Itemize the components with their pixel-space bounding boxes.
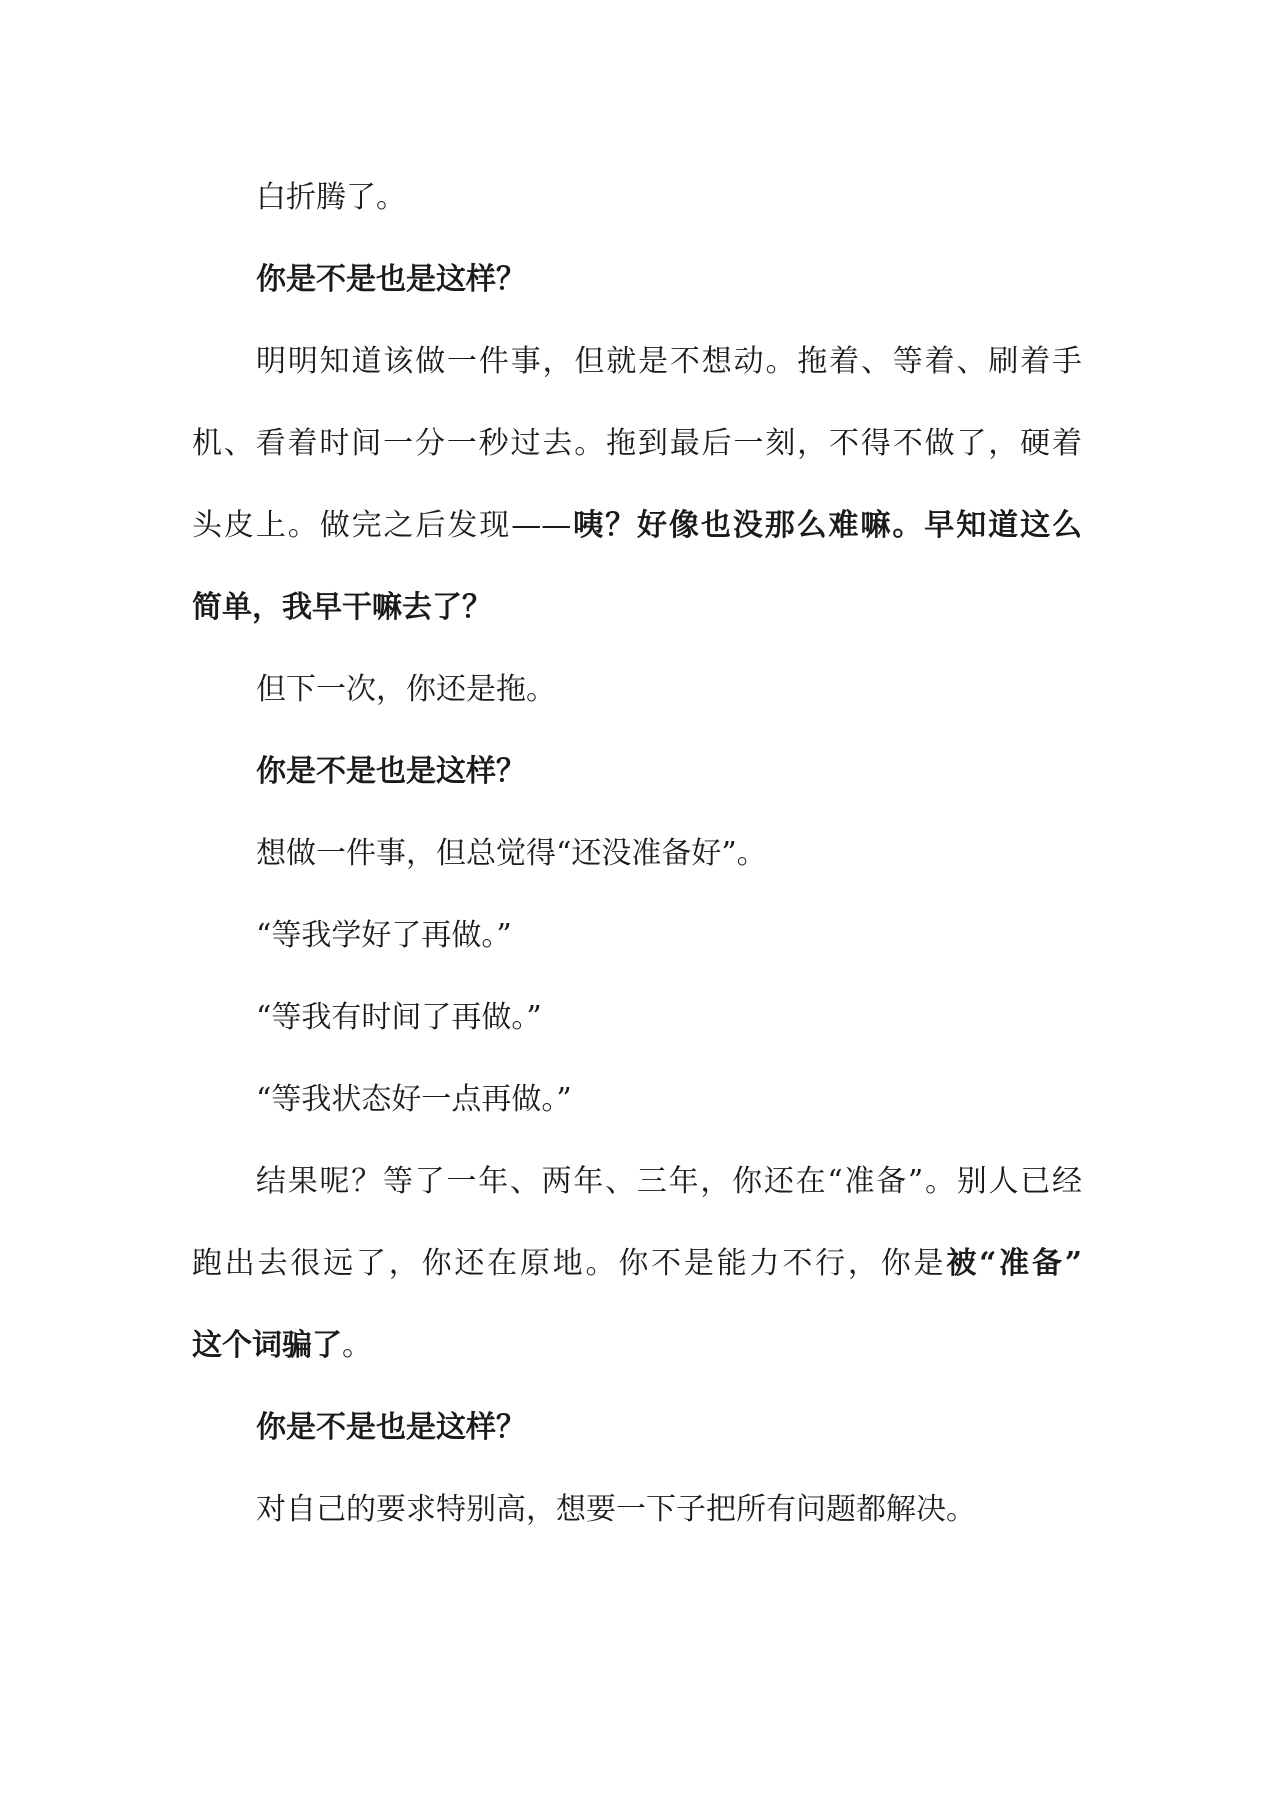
- emphasis-text: 被“准备”: [946, 1246, 1083, 1281]
- text: 但下一次，你还是拖。: [256, 672, 556, 707]
- text: 你是不是也是这样？: [256, 754, 526, 789]
- paragraph-line: [192, 1490, 1146, 1530]
- paragraph-line: [192, 1162, 1082, 1202]
- text: 结果呢？等了一年、两年、三年，你还在“准备”。别人已经: [256, 1164, 1082, 1199]
- paragraph-line: [192, 178, 1146, 218]
- text: 明明知道该做一件事，但就是不想动。拖着、等着、刷着手: [256, 344, 1082, 379]
- text: 你是不是也是这样？: [256, 1410, 526, 1445]
- paragraph-line: [192, 342, 1082, 382]
- text: “等我状态好一点再做。”: [256, 1082, 572, 1117]
- paragraph-line: [192, 424, 1082, 464]
- paragraph-line: [192, 588, 1082, 628]
- question-heading: [192, 752, 1146, 792]
- quote-line: [192, 998, 1146, 1038]
- paragraph-line: [192, 834, 1146, 874]
- text: 跑出去很远了，你还在原地。你不是能力不行，你是: [192, 1246, 947, 1281]
- paragraph-line: [192, 1326, 1082, 1366]
- quote-line: [192, 1080, 1146, 1120]
- paragraph-line: [192, 506, 1082, 546]
- text: 你是不是也是这样？: [256, 262, 526, 297]
- emphasis-text: 这个词骗了: [192, 1328, 342, 1363]
- text: “等我学好了再做。”: [256, 918, 512, 953]
- text: 想做一件事，但总觉得“还没准备好”。: [256, 836, 767, 871]
- emphasis-text: 咦？好像也没那么难嘛。早知道这么: [571, 508, 1083, 543]
- question-heading: [192, 260, 1146, 300]
- question-heading: [192, 1408, 1146, 1448]
- quote-line: [192, 916, 1146, 956]
- paragraph-line: [192, 670, 1146, 710]
- text: 。: [342, 1328, 372, 1363]
- text: 头皮上。做完之后发现——: [192, 508, 572, 543]
- text: 对自己的要求特别高，想要一下子把所有问题都解决。: [256, 1492, 976, 1527]
- text: “等我有时间了再做。”: [256, 1000, 542, 1035]
- emphasis-text: 简单，我早干嘛去了？: [192, 590, 492, 625]
- text: 机、看着时间一分一秒过去。拖到最后一刻，不得不做了，硬着: [192, 426, 1082, 461]
- text: 白折腾了。: [256, 180, 406, 215]
- paragraph-line: [192, 1244, 1082, 1284]
